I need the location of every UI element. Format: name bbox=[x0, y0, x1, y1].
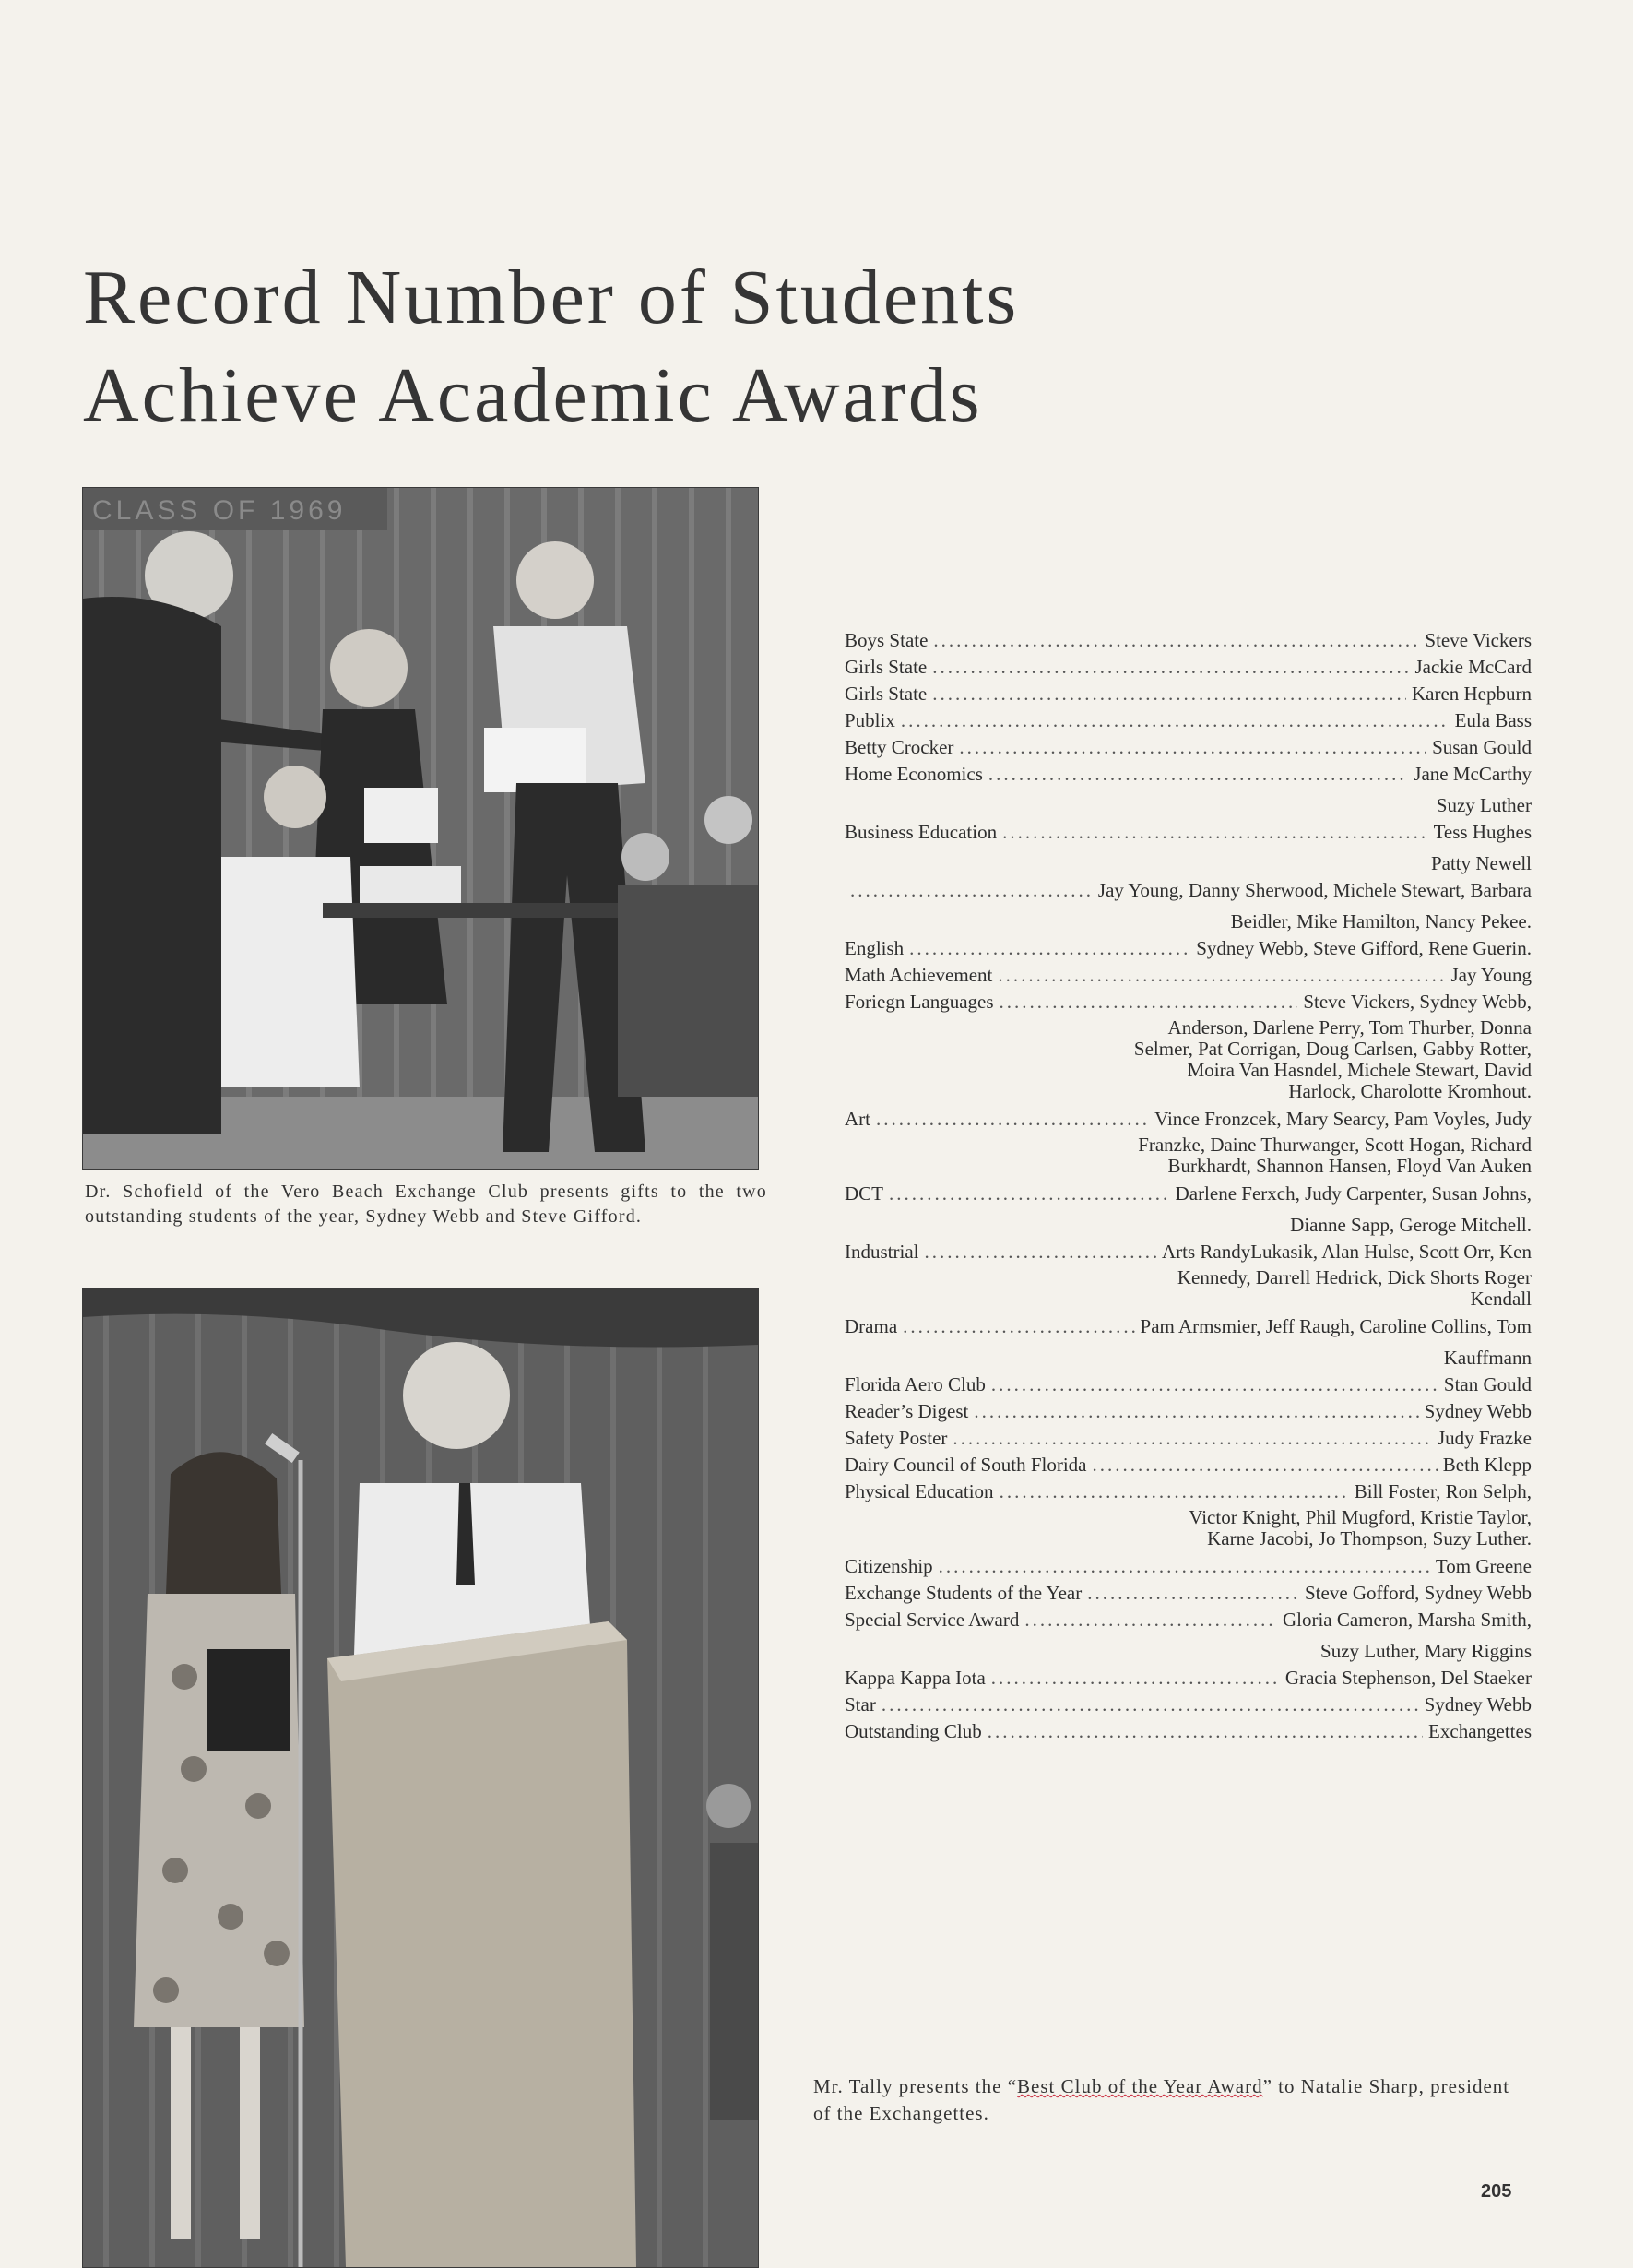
continued-line: Patty Newell bbox=[1430, 852, 1532, 874]
class-banner-text: CLASS OF 1969 bbox=[92, 495, 347, 526]
page-number: 205 bbox=[1481, 2181, 1512, 2202]
dot-leader bbox=[876, 1108, 1149, 1131]
dot-leader bbox=[991, 1373, 1438, 1396]
award-line bbox=[845, 821, 1532, 848]
award-category: Girls State bbox=[845, 656, 928, 678]
continued-line: Kauffmann bbox=[1443, 1347, 1532, 1369]
award-entry bbox=[845, 964, 1532, 991]
dot-leader bbox=[1000, 991, 1298, 1014]
award-category: English bbox=[845, 937, 905, 959]
continued-line: Kendall bbox=[1470, 1288, 1532, 1310]
award-line bbox=[845, 937, 1532, 964]
award-recipients: Eula Bass bbox=[1454, 709, 1532, 731]
award-entry bbox=[845, 879, 1532, 937]
award-recipients: Exchangettes bbox=[1428, 1720, 1532, 1742]
award-entry bbox=[845, 1315, 1532, 1373]
award-entry bbox=[845, 1693, 1532, 1720]
dot-leader bbox=[882, 1693, 1419, 1716]
award-recipients: Tess Hughes bbox=[1433, 821, 1532, 843]
continued-line: Karne Jacobi, Jo Thompson, Suzy Luther. bbox=[1207, 1527, 1532, 1550]
award-category: Dairy Council of South Florida bbox=[845, 1454, 1087, 1476]
dot-leader bbox=[998, 964, 1445, 987]
award-category: Special Service Award bbox=[845, 1609, 1020, 1631]
award-recipients: Darlene Ferxch, Judy Carpenter, Susan Johns, bbox=[1175, 1182, 1532, 1205]
award-recipients-continued bbox=[845, 848, 1532, 879]
award-entry bbox=[845, 1427, 1532, 1454]
award-entry bbox=[845, 763, 1532, 821]
award-line bbox=[845, 1693, 1532, 1720]
award-line bbox=[845, 1555, 1532, 1582]
award-entry bbox=[845, 821, 1532, 879]
caption-2-start: Mr. Tally presents the “ bbox=[813, 2075, 1018, 2097]
award-line bbox=[845, 1582, 1532, 1609]
award-line bbox=[845, 1315, 1532, 1342]
dot-leader bbox=[1024, 1609, 1277, 1632]
award-category: Girls State bbox=[845, 683, 928, 705]
award-category: Drama bbox=[845, 1315, 898, 1337]
award-recipients-continued bbox=[845, 1635, 1532, 1667]
continued-line: Selmer, Pat Corrigan, Doug Carlsen, Gabby Rotter, bbox=[1133, 1038, 1532, 1060]
dot-leader bbox=[909, 937, 1190, 960]
award-category: Physical Education bbox=[845, 1480, 994, 1502]
award-recipients: Steve Vickers, Sydney Webb, bbox=[1303, 991, 1532, 1013]
continued-line: Beidler, Mike Hamilton, Nancy Pekee. bbox=[1230, 910, 1532, 932]
award-category: Florida Aero Club bbox=[845, 1373, 986, 1395]
dot-leader bbox=[939, 1555, 1430, 1578]
award-entry bbox=[845, 937, 1532, 964]
dot-leader bbox=[1000, 1480, 1349, 1503]
award-recipients: Arts RandyLukasik, Alan Hulse, Scott Orr, Ken bbox=[1161, 1241, 1532, 1263]
award-recipients-continued bbox=[845, 1017, 1532, 1108]
award-entry bbox=[845, 656, 1532, 683]
award-category: Industrial bbox=[845, 1241, 919, 1263]
continued-line: Suzy Luther bbox=[1436, 794, 1532, 816]
title-line-2: Achieve Academic Awards bbox=[83, 352, 983, 438]
award-line bbox=[845, 656, 1532, 683]
dot-leader bbox=[901, 709, 1450, 732]
award-category: Exchange Students of the Year bbox=[845, 1582, 1083, 1604]
award-line bbox=[845, 736, 1532, 763]
award-line bbox=[845, 1480, 1532, 1507]
award-line bbox=[845, 964, 1532, 991]
award-entry bbox=[845, 1108, 1532, 1182]
photo-caption-2 bbox=[813, 2073, 1532, 2127]
dot-leader bbox=[1002, 821, 1427, 844]
caption-2-end: ” to Natalie Sharp, president of the Exchangettes. bbox=[813, 2075, 1510, 2124]
award-line bbox=[845, 629, 1532, 656]
award-line bbox=[845, 879, 1532, 906]
dot-leader bbox=[953, 1427, 1432, 1450]
award-entry bbox=[845, 1373, 1532, 1400]
award-recipients: Beth Klepp bbox=[1442, 1454, 1532, 1476]
award-recipients: Gracia Stephenson, Del Staeker bbox=[1284, 1667, 1532, 1689]
dot-leader bbox=[933, 629, 1419, 652]
award-category: Math Achievement bbox=[845, 964, 993, 986]
award-recipients-continued bbox=[845, 1342, 1532, 1373]
award-line bbox=[845, 1720, 1532, 1747]
award-entry bbox=[845, 736, 1532, 763]
award-entry bbox=[845, 1582, 1532, 1609]
award-line bbox=[845, 1400, 1532, 1427]
lectern bbox=[327, 1621, 636, 2267]
award-line bbox=[845, 1373, 1532, 1400]
dot-leader bbox=[924, 1241, 1155, 1264]
award-entry bbox=[845, 1400, 1532, 1427]
award-category: Kappa Kappa Iota bbox=[845, 1667, 986, 1689]
award-recipients: Bill Foster, Ron Selph, bbox=[1354, 1480, 1532, 1502]
award-recipients-continued bbox=[845, 1134, 1532, 1182]
award-entry bbox=[845, 683, 1532, 709]
caption-2-award-name: Best Club of the Year Award bbox=[1017, 2075, 1263, 2097]
award-entry bbox=[845, 629, 1532, 656]
award-entry bbox=[845, 1555, 1532, 1582]
club-award-photo bbox=[82, 1288, 759, 2268]
award-line bbox=[845, 1667, 1532, 1693]
award-recipients: Jane McCarthy bbox=[1414, 763, 1532, 785]
dot-leader bbox=[988, 1720, 1423, 1743]
dot-leader bbox=[889, 1182, 1170, 1205]
award-recipients: Tom Greene bbox=[1435, 1555, 1532, 1577]
dot-leader bbox=[850, 879, 1093, 902]
award-entry bbox=[845, 991, 1532, 1108]
award-recipients: Susan Gould bbox=[1432, 736, 1532, 758]
dot-leader bbox=[932, 656, 1409, 679]
award-recipients: Karen Hepburn bbox=[1411, 683, 1532, 705]
dot-leader bbox=[988, 763, 1408, 786]
title-line-1: Record Number of Students bbox=[83, 255, 1020, 340]
award-line bbox=[845, 1182, 1532, 1209]
continued-line: Suzy Luther, Mary Riggins bbox=[1320, 1640, 1532, 1662]
award-entry bbox=[845, 1720, 1532, 1747]
award-line bbox=[845, 1108, 1532, 1134]
dot-leader bbox=[903, 1315, 1134, 1338]
dot-leader bbox=[974, 1400, 1418, 1423]
award-entry bbox=[845, 1182, 1532, 1241]
award-line bbox=[845, 763, 1532, 790]
award-category: Safety Poster bbox=[845, 1427, 948, 1449]
continued-line: Moira Van Hasndel, Michele Stewart, David bbox=[1187, 1059, 1532, 1081]
award-category: Star bbox=[845, 1693, 876, 1716]
award-line bbox=[845, 1427, 1532, 1454]
award-category: Publix bbox=[845, 709, 895, 731]
award-line bbox=[845, 1609, 1532, 1635]
award-line bbox=[845, 991, 1532, 1017]
award-line bbox=[845, 1454, 1532, 1480]
continued-line: Victor Knight, Phil Mugford, Kristie Taylor, bbox=[1189, 1506, 1532, 1528]
continued-line: Dianne Sapp, Geroge Mitchell. bbox=[1290, 1214, 1532, 1236]
award-entry bbox=[845, 1609, 1532, 1667]
award-category: Outstanding Club bbox=[845, 1720, 982, 1742]
award-recipients: Steve Vickers bbox=[1425, 629, 1532, 651]
award-recipients-continued bbox=[845, 1267, 1532, 1315]
award-recipients-continued bbox=[845, 790, 1532, 821]
award-recipients: Judy Frazke bbox=[1437, 1427, 1532, 1449]
award-presentation-photo bbox=[82, 487, 759, 1170]
award-recipients: Jackie McCard bbox=[1414, 656, 1532, 678]
award-recipients: Steve Gofford, Sydney Webb bbox=[1304, 1582, 1532, 1604]
award-recipients: Jay Young bbox=[1450, 964, 1532, 986]
award-line bbox=[845, 709, 1532, 736]
award-entry bbox=[845, 1667, 1532, 1693]
award-category: Art bbox=[845, 1108, 870, 1130]
award-line bbox=[845, 1241, 1532, 1267]
page-title bbox=[83, 249, 1558, 445]
award-recipients: Vince Fronzcek, Mary Searcy, Pam Voyles, Judy bbox=[1154, 1108, 1532, 1130]
award-category: Business Education bbox=[845, 821, 998, 843]
award-category: DCT bbox=[845, 1182, 883, 1205]
award-line bbox=[845, 683, 1532, 709]
award-category: Boys State bbox=[845, 629, 929, 651]
photo-caption-1: Dr. Schofield of the Vero Beach Exchange Club presents gifts to the two outstanding students of the year, Sydney Webb and Steve Gifford. bbox=[85, 1181, 767, 1227]
dot-leader bbox=[959, 736, 1426, 759]
dot-leader bbox=[932, 683, 1406, 706]
continued-line: Anderson, Darlene Perry, Tom Thurber, Donna bbox=[1167, 1016, 1532, 1039]
award-category: Foriegn Languages bbox=[845, 991, 994, 1013]
award-entry bbox=[845, 1480, 1532, 1555]
award-recipients-continued bbox=[845, 1507, 1532, 1555]
award-recipients: Sydney Webb, Steve Gifford, Rene Guerin. bbox=[1196, 937, 1532, 959]
continued-line: Kennedy, Darrell Hedrick, Dick Shorts Roger bbox=[1177, 1266, 1532, 1288]
award-entry bbox=[845, 709, 1532, 736]
dot-leader bbox=[991, 1667, 1280, 1690]
award-recipients-continued bbox=[845, 906, 1532, 937]
award-entry bbox=[845, 1454, 1532, 1480]
award-recipients: Gloria Cameron, Marsha Smith, bbox=[1282, 1609, 1532, 1631]
award-category: Citizenship bbox=[845, 1555, 933, 1577]
award-entry bbox=[845, 1241, 1532, 1315]
continued-line: Franzke, Daine Thurwanger, Scott Hogan, Richard bbox=[1138, 1134, 1532, 1156]
continued-line: Burkhardt, Shannon Hansen, Floyd Van Auken bbox=[1167, 1155, 1532, 1177]
award-category: Betty Crocker bbox=[845, 736, 954, 758]
award-recipients: Jay Young, Danny Sherwood, Michele Stewart, Barbara bbox=[1097, 879, 1532, 901]
award-recipients: Stan Gould bbox=[1443, 1373, 1532, 1395]
awards-list bbox=[845, 629, 1532, 1747]
award-recipients: Pam Armsmier, Jeff Raugh, Caroline Collins, Tom bbox=[1140, 1315, 1532, 1337]
award-recipients-continued bbox=[845, 1209, 1532, 1241]
dot-leader bbox=[1092, 1454, 1437, 1477]
award-category: Reader’s Digest bbox=[845, 1400, 969, 1422]
award-category: Home Economics bbox=[845, 763, 983, 785]
award-recipients: Sydney Webb bbox=[1424, 1693, 1532, 1716]
award-recipients: Sydney Webb bbox=[1424, 1400, 1532, 1422]
dot-leader bbox=[1087, 1582, 1299, 1605]
continued-line: Harlock, Charolotte Kromhout. bbox=[1288, 1080, 1532, 1102]
